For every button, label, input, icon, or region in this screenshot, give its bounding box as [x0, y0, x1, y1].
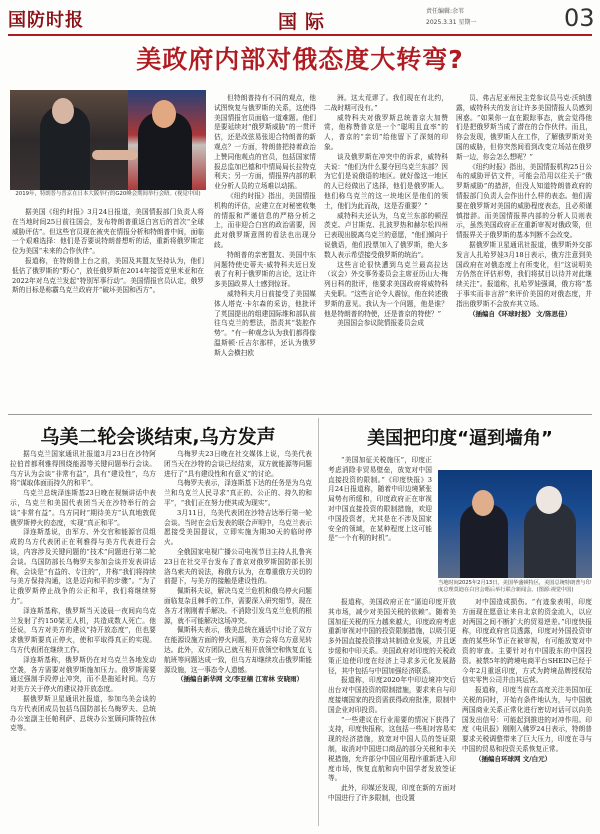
paragraph: 对中国造成损伤。“有迹象表明，印度方面现在愿意让来自北京的资金流入，以应对两国之间不断扩大的贸易逆差。”印度快报称，印度政府官员透露，印度对外国投资审查的某些环节正在被审视，有可能放宽对中资的审查。主要针对有中国股东的中国投资。被禁5年的跨境电商平台SHEIN已经于今年2月重返印度，方式为跨境品牌授权给信实零售公司并由其运营。	[462, 598, 592, 685]
column-divider	[318, 418, 319, 826]
paragraph: 洲。这太荒谬了。我们现在有北约，二战时期可没有。”	[324, 94, 448, 112]
paragraph: 《纽约时报》指出，美国情报机构的评估，应建立在对秘密收集的情报和严谨信息的严格分析之上，而非迎合白宫的政治需要，因此对俄罗斯意图的看法也出现分歧。	[214, 191, 316, 249]
main-story-column-3	[324, 94, 448, 412]
figure-right-head	[152, 100, 176, 128]
story2-headline: 乌美二轮会谈结束,乌方发声	[40, 426, 276, 448]
figure-left-head	[472, 490, 494, 516]
paragraph: 乌克兰总统泽连斯基23日晚在视频讲话中表示，乌克兰和美国代表团当天在沙特举行的会谈“非常有益”。乌方同时“期待美方”认真地敦促俄罗斯停火的态度，实现“真正和平”。	[10, 489, 156, 527]
byline: （插编自新华网 文/李亚楠 江宥林 安晓雨）	[177, 675, 304, 684]
handshake	[92, 150, 138, 160]
byline: （插编自《环球时报》 文/陈思佳）	[469, 309, 572, 318]
paragraph: 泽连斯基说，由军方、外交官和能源官员组成的乌方代表团正在利雅得与美方代表进行会谈，内容涉及关键问题的“技术”问题进行第二轮会谈。乌国防部长乌梅罗夫参加会谈并发表讲话称，会谈是“有益的、专注的”，并称“我们将持续与美方保持沟通，这是迈向和平的步骤”。“为了让俄罗斯停止战争的公正和平，我们将继续努力”。	[10, 528, 156, 605]
paragraph: 但特朗普持有不同的观点，他试图恢复与俄罗斯的关系，这使得美国情报官员面临一道难题。他们是要延续对“俄罗斯威胁”的一贯评估，还是改弦易张迎合特朗普的新观点？一方面，特朗普把持着政治上赞同他观点的官员，包括国家情报总监加巴德和中情局局长拉特克利夫；另一方面，情报界内部的职业分析人员的立场难以动摇。	[214, 94, 316, 191]
story3-column-1	[328, 456, 432, 594]
main-story-column-1	[12, 208, 204, 412]
paragraph: 特朗普的亲密盟友、美国中东问题特使史蒂夫·威特科夫近日发表了有利于俄罗斯的言论，这让许多美国政界人士感到惊讶。	[214, 250, 316, 289]
paragraph: 报道称，美国政府正在“逼迫印度开放其市场，减少对美国关税的依赖”。随着美国加征关税的压力越来越大，印度政府考虑重新审视对中国的投资限制措施，以吸引更多外国直接投资推动其制造业发展，并且逐步缓和中印关系。美国政府对印度的关税政策正迫使印度在经济上寻求多元化发展路径，其中包括与中国加强经济联系。	[328, 598, 456, 675]
paragraph: 报道称，在特朗普上台之前，美国及其盟友坚持认为，他们低估了俄罗斯的“野心”，放任俄罗斯在2014年接管克里米亚和在2022年对乌克兰发起“特别军事行动”。美国情报官员认定，俄罗斯的目标是称霸乌克兰政府并“破坏美国和西方”。	[12, 256, 204, 295]
paragraph: 泽连斯基称，俄罗斯当天凌晨一夜间向乌克兰发射了约150架无人机，共造成数人死亡。他还说，乌方对美方的建议“持开放态度”，但也要求俄罗斯要真正停火，使和平取得真正的实现。乌方代表团在继续工作。	[10, 606, 156, 654]
paragraph: “美国加征关税施压”，印度正考虑消除非贸易壁垒，放宽对中国直接投资的限制。”《印度快报》3月24日报道称，随着中印边境紧张局势有所缓和，印度政府正在审视对中国直接投资的限制措施，欢迎中国投资者，尤其是在不涉及国家安全的领域，在某种程度上这可能是“一个有利的时机”。	[328, 456, 432, 543]
paragraph: 佩斯科夫表示，俄美总统在通话中讨论了双方在能源设施方面的停火问题，美方会将乌方意见转达。此外，双方团队已就互相开放领空和恢复直飞航班等问题达成一致，但乌方却继续攻击俄罗斯能源设施，这一事态令人遗憾。	[164, 626, 312, 674]
main-headline: 美政府内部对俄态度大转弯?	[136, 45, 464, 74]
paragraph: 乌梅罗夫表示，泽连斯基下达的任务是为乌克兰和乌克兰人民寻求“真正的、公正的、持久的和平”，“我们正在努力使其成为现实”。	[164, 479, 312, 507]
paragraph: 威特科夫月日前接受了美国媒体人塔克·卡尔森的采访，他批评了英国提出的组建国际维和部队前往乌克兰的想法，指责其“装腔作势”。“有一种观念认为我们都得像温斯顿·丘吉尔那样，还认为俄罗斯人会横扫欧	[214, 289, 316, 357]
story2-column-1	[10, 450, 156, 826]
putin-trump-photo	[10, 90, 206, 190]
paragraph: 报道称，印度当前在高度关注美国加征关税的同时，开始有条件地认为，与中国就两国商业关系正常化进行密切对话可以向美国发出信号：可能起到推进的对冲作用。印度《电讯报》刚刚入佛罗24日表示，特朗普要求关税调整带来了巨大压力，印度在寻与中国的贸易和投资关系恢复正常。	[462, 686, 592, 753]
issue-date: 2025.3.31 星期一	[426, 19, 477, 26]
paragraph: 报道称，印度2020年中印边境冲突后出台对中国投资的限制措施，要求来自与印度接壤国家的投资需获得政府批准，限制中国企业对印投资。	[328, 676, 456, 714]
paragraph: 全俄国家电视广播公司电视节目主持人扎鲁宾23日在社交平台发布了普京对俄罗斯国防部长别洛乌索夫的说法，称俄方认为，在尊重俄方关切的前提下，与美方的接触是建设性的。	[164, 547, 312, 586]
figure-right-head	[536, 486, 562, 514]
section-divider	[8, 414, 592, 415]
paragraph: 佩斯科夫说，解决乌克兰危机和俄乌停火问题面临复杂且棘手的工作，需要深入研究细节，现在各方才刚刚着手解决。不消除引发乌克兰危机的根源，就不可能解决这场冲突。	[164, 587, 312, 625]
paragraph: 威特科夫还认为，乌克兰东部的顿涅茨克、卢甘斯克、扎波罗热和赫尔松四州已表现出脱离乌克兰的意愿，“他们倾向于说俄语，他们投票加入了俄罗斯，绝大多数人表示希望接受俄罗斯的统治”。	[324, 211, 448, 259]
paragraph: 威特科夫对俄罗斯总统普京大加赞赏，他称赞普京是一个“聪明且直率”的人，普京的“亲切”给他留下了深刻的印象。	[324, 113, 448, 151]
paragraph: 据俄罗斯卫星通讯社报道，参加乌美会谈的乌方代表团成员包括乌国防部长乌梅罗夫、总统办公室副主任帕利萨、总统办公室顾问斯特拉休克等。	[10, 694, 156, 733]
paragraph: 乌梅罗夫23日晚在社交媒体上说，乌美代表团当天在沙特的会谈已经结束，双方就能源等问题进行了“具有建设性和有意义”的讨论。	[164, 450, 312, 478]
page-header	[8, 4, 595, 36]
paragraph: 此外，印媒还发现，印度在新的方面对中国进行了许多限制，也设置	[328, 784, 456, 802]
paragraph: 据乌克兰国家通讯社报道3月23日在沙特阿拉伯首都利雅得围绕能源等关键问题举行会谈。乌方认为会谈“非常有益”，具有“建设性”，乌方将“谋取体面而持久的和平”。	[10, 450, 156, 488]
story2-column-2	[164, 450, 312, 826]
paragraph: 美国国会参议院情报委员会成	[337, 319, 424, 328]
editor-credit: 责任编辑:余苇	[426, 8, 465, 15]
main-story-column-4	[456, 94, 592, 412]
paragraph: 据美国《纽约时报》3月24日报道，美国情报部门负责人将在当地时间25日前往国会，发布特朗普重返白宫后的首次“全球威胁评估”。但这些官员现在被夹在情报分析和特朗普中间，面临一个艰难选择：他们是否要说特朗普想听的话，重新将俄罗斯定位为美国“未来的合作伙伴”。	[12, 208, 204, 256]
paragraph: 谈及俄罗斯在冲突中的诉求，威特科夫说：“他们为什么要夺回乌克兰东部？因为它们是说俄语的地区。就好像这一地区的人已经做出了选择，他们是俄罗斯人。他们称乌克兰的这一块地区是他们的领土，他们为此而战，这是否重要？”	[324, 152, 448, 210]
byline: （插编自环球网 文/白元）	[475, 754, 552, 763]
header-rule	[8, 34, 592, 36]
page-number: 03	[564, 4, 595, 32]
paragraph: 3月11日，乌美代表团在沙特吉达举行第一轮会谈。当时在会后发表的联合声明中，乌克兰表示愿接受美国提议，立即实施为期30天的临时停火。	[164, 508, 312, 547]
photo-caption: 当地时间2025年2月13日，美国华盛顿特区，美国总统特朗普与印度总理莫迪在白宫会晤后举行联合新闻会。(图源:视觉中国)	[438, 580, 591, 593]
paragraph: 《纽约时报》指出，美国情报机构25日公布的威胁评估文件，可能会沿用以往关于“俄罗斯威胁”的措辞，但没人知道特朗普政府的情报部门负责人会作出什么样的表态。他们需要在俄罗斯对美国的威胁程度表态，且必须谨慎措辞。而美国情报界内部的分析人员则表示，虽然美国政府正在重新审视对俄政策，但情报界关于俄罗斯的基本判断不会改变。	[456, 162, 592, 240]
paragraph: “一些建议在行业需要的情况下获得了支持，印度快报称，这包括一些相对容易实现的经济措施，放宽对中国人员的签证限制，取消对中国进口商品的部分关税和非关税措施，允许部分中国应用程序重新进入印度市场，恢复直航和向中国学者发放签证等。	[328, 715, 456, 783]
section-title: 国际	[278, 11, 333, 33]
paragraph: 泽连斯基称，俄罗斯仍在对乌克兰各地发动空袭，各方需要对俄罗斯施加压力。俄罗斯需要通过强制手段停止冲突，而不是拖延时间。乌方对美方关于停火的建议持开放态度。	[10, 655, 156, 694]
trump-modi-photo	[438, 470, 592, 578]
paragraph: 员、弗吉尼亚州民主党参议员马克·沃纳透露，威特科夫的发言让许多美国情报人员感到困惑。“如果你一直在跟踪事态，就会觉得他们是把俄罗斯当成了潜在的合作伙伴。而且，你会发现，俄罗斯人在工作，了解俄罗斯对美国的威胁，但你突然间看到改变立场站在俄罗斯一边，你会怎么想呢？”	[456, 94, 592, 161]
story3-column-3	[462, 598, 592, 826]
paragraph: 据俄罗斯卫星通讯社报道，俄罗斯外交部发言人扎哈罗娃3月18日表示，俄方注意到美国政府在对俄态度上有所变化，但“这说明美方仍然在评估形势，我们将拭目以待并对此继续关注”。报道称，扎哈罗娃强调，俄方将“基于事实而非言辞”来评价美国的对俄态度，并指出俄罗斯不会放弃其立场。	[456, 240, 592, 308]
paragraph: 这些言论很快遭到乌克兰最高拉达（议会）外交事务委员会主席亚历山大·梅列日科的批评，他要求美国政府将威特科夫免职。“这些言论令人震惊，他在转述俄罗斯的意见。我认为一个问题，他是谁？他是特朗普的特使，还是普京的特使？”	[324, 260, 448, 318]
main-story-column-2	[214, 94, 316, 412]
photo-caption: 2019年，特朗普与普京在日本大阪举行的G20峰会期间举行会晤。(视觉中国)	[15, 191, 201, 197]
story3-headline: 美国把印度“逼到墙角”	[367, 428, 553, 449]
story3-column-2	[328, 598, 456, 826]
masthead-logo: 国防时报	[8, 10, 84, 31]
figure-left-head	[52, 98, 74, 124]
